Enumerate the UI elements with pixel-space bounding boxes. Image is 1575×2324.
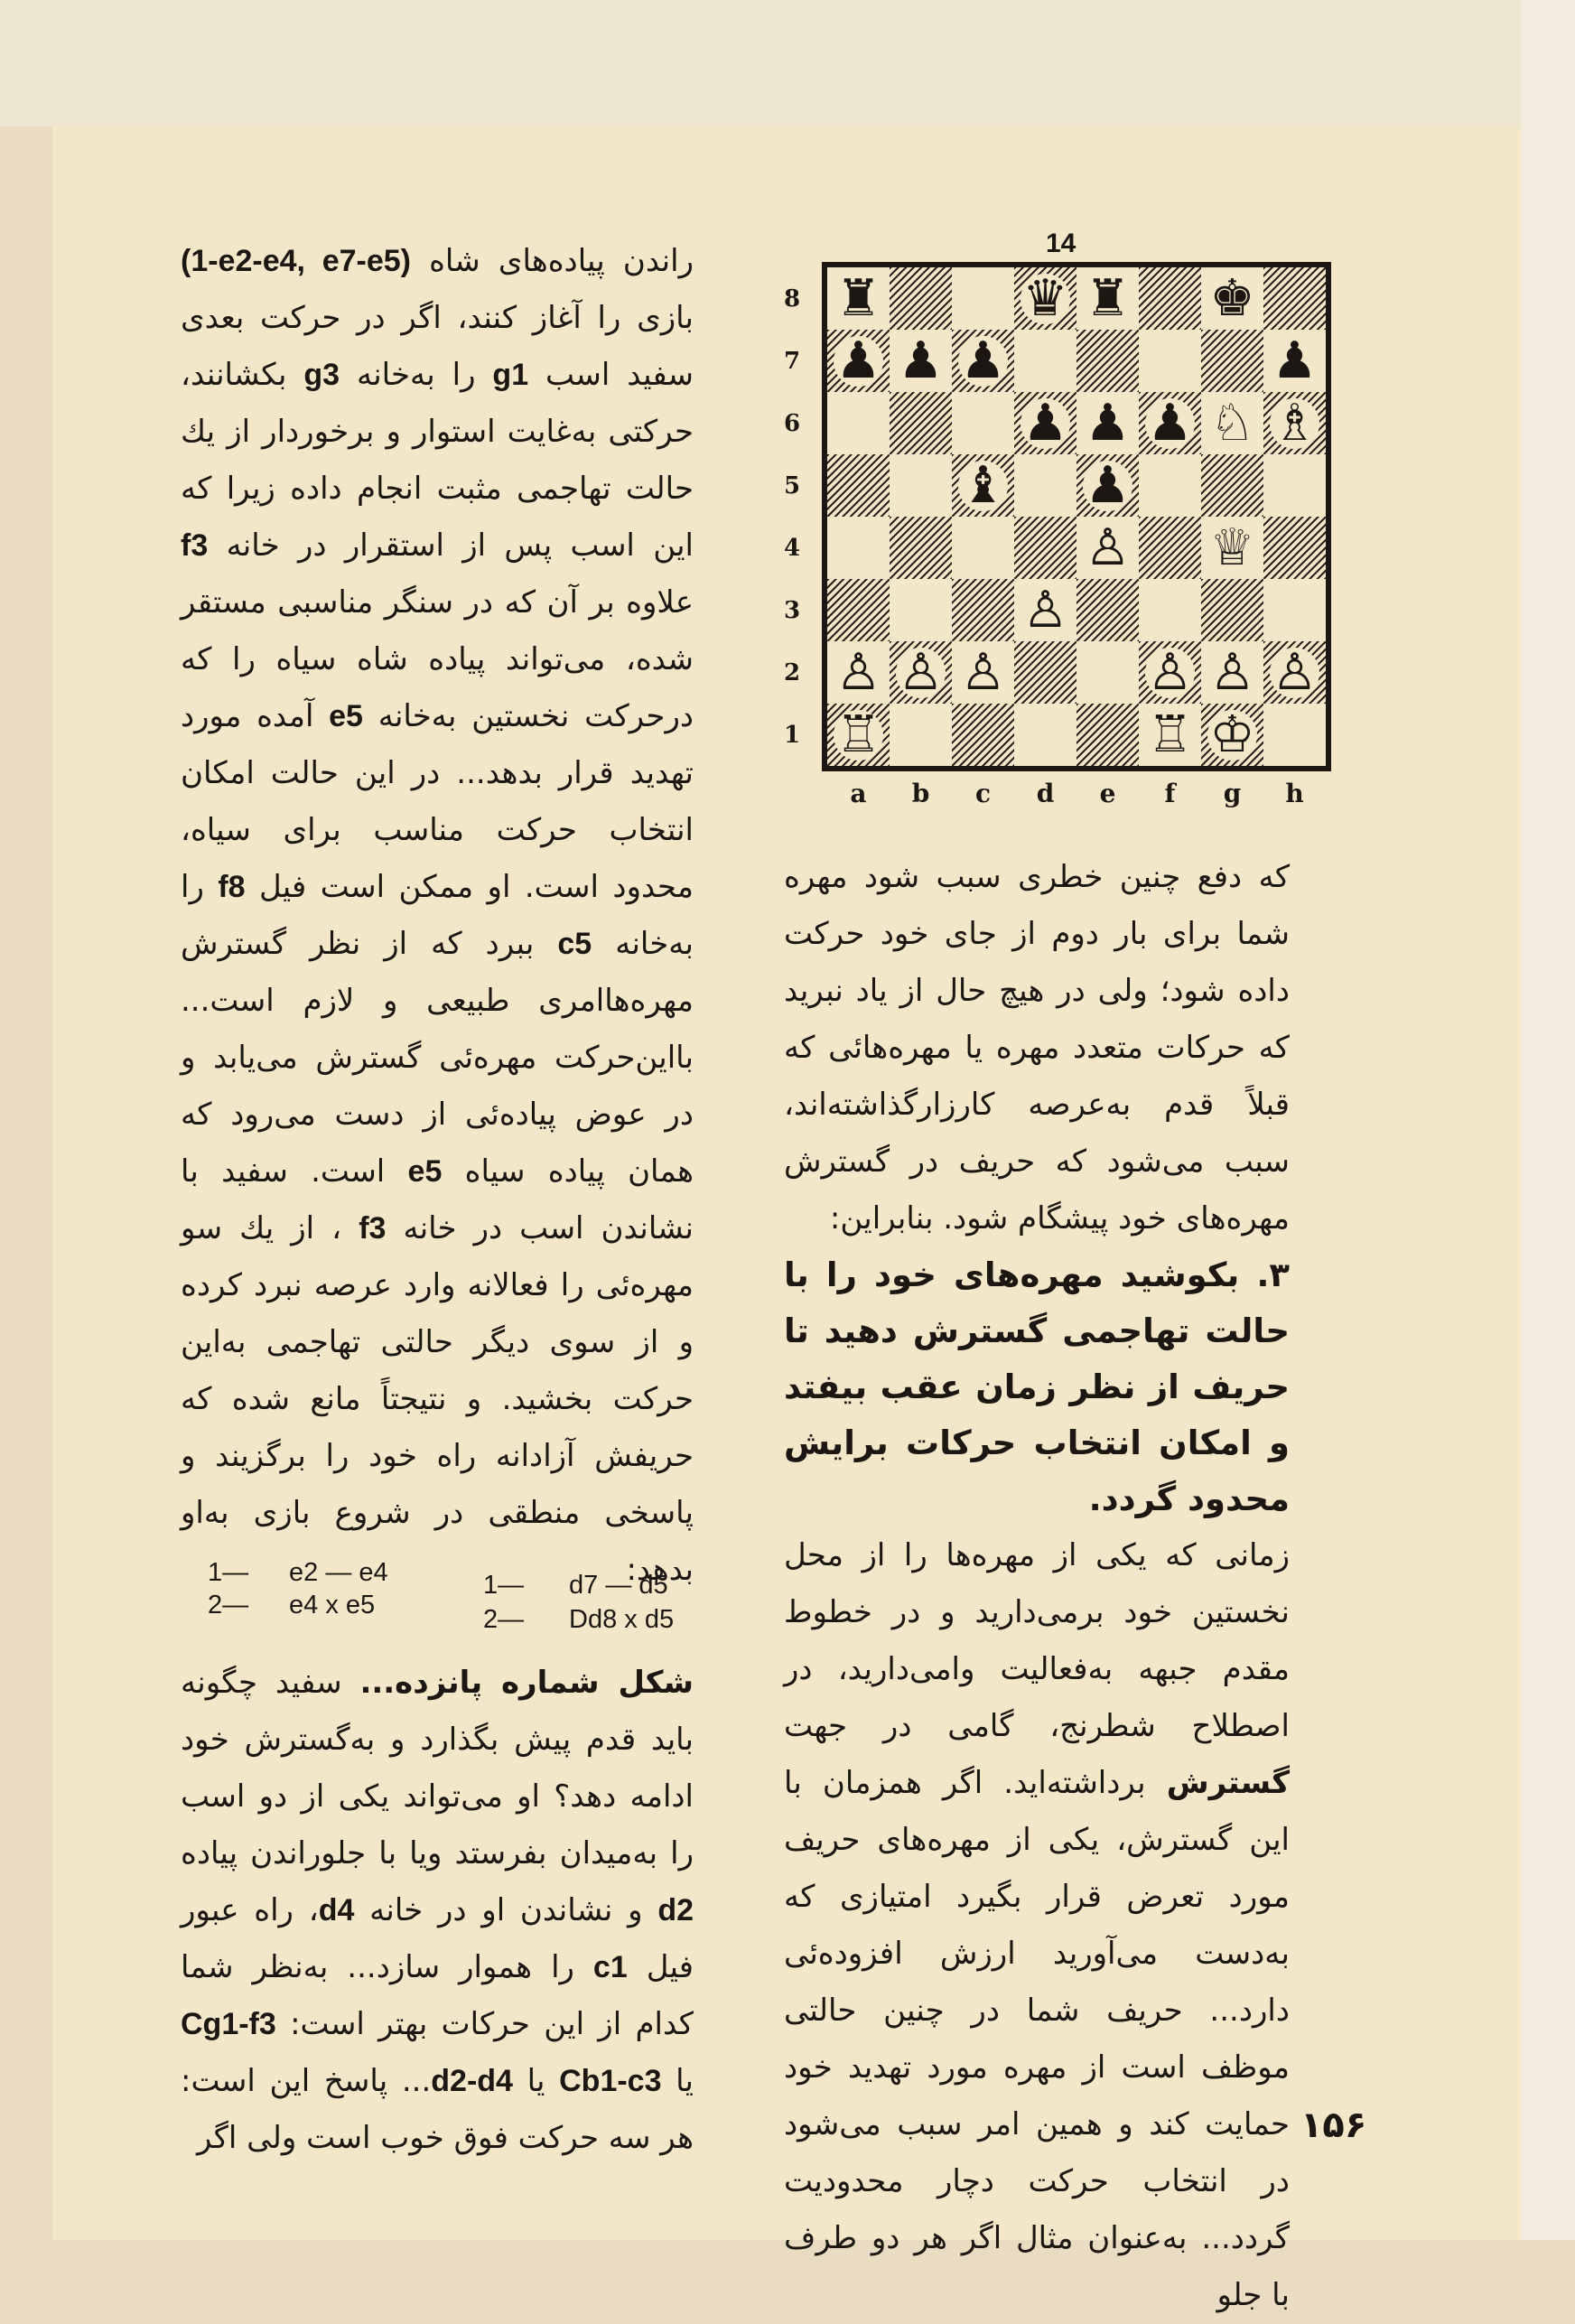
chess-piece: ♟: [1085, 393, 1131, 453]
board-square-e2: [1076, 641, 1139, 704]
board-square-h1: [1263, 704, 1326, 766]
board-square-f4: [1139, 517, 1201, 579]
move-black: Dd8 x d5: [569, 1605, 675, 1634]
board-square-d3: [1014, 579, 1076, 641]
board-square-d6: [1014, 392, 1076, 454]
chess-piece: ♙: [898, 642, 944, 702]
move-black: d7 — d5: [569, 1571, 668, 1600]
diagram-number: 14: [1046, 229, 1076, 258]
right-text-column: [784, 849, 1290, 2324]
board-square-e4: [1076, 517, 1139, 579]
chess-piece: ♜: [835, 268, 881, 328]
board-square-e3: [1076, 579, 1139, 641]
chess-piece: ♟: [960, 331, 1006, 390]
file-label: e: [1099, 779, 1116, 808]
board-square-g6: [1201, 392, 1263, 454]
chess-piece: ♘: [1209, 393, 1255, 453]
board-square-a5: [827, 454, 890, 517]
chess-piece: ♕: [1209, 518, 1255, 577]
rank-label: 4: [783, 535, 801, 562]
file-label: c: [974, 779, 992, 808]
left-text-column: [181, 233, 694, 1599]
board-square-d7: [1014, 330, 1076, 392]
board-square-e6: [1076, 392, 1139, 454]
board-square-b3: [890, 579, 952, 641]
chess-piece: ♔: [1209, 705, 1255, 764]
left-paragraph: راندن پیاده‌های شاه (1-e2-e4, e7-e5) بازی را آغاز کنند، اگر در حرکت بعدی سفید اسب g1 را به‌خانه g3 بکشانند، حرکتی به‌غایت استوار و برخوردار از یك حالت تهاجمی مثبت انجام داده زیرا که این اسب پس از استقرار در خانه f3 علاوه بر آن که در سنگر مناسبی مستقر شده، می‌تواند پیاده شاه سیاه را که درحرکت نخستین به‌خانه e5 آمده مورد تهدید قرار بدهد... در این حالت امکان انتخاب حرکت مناسب برای سیاه، محدود است. او ممکن است فیل f8 را به‌خانه c5 ببرد که از نظر گسترش مهره‌هاامری طبیعی و لازم است... بااین‌حرکت مهره‌ئی گسترش می‌یابد و در عوض پیاده‌ئی از دست می‌رود که همان پیاده سیاه e5 است. سفید با نشاندن اسب در خانه f3 ، از یك سو مهره‌ئی را فعالانه وارد عرصه نبرد کرده و از سوی دیگر حالتی تهاجمی به‌این حرکت بخشید. و نتیجتاً مانع شده که حریفش آزادانه راه خود را برگزیند و پاسخی منطقی در شروع بازی به‌او بدهد:: [181, 243, 694, 1588]
board-square-g5: [1201, 454, 1263, 517]
chess-piece: ♙: [960, 642, 1006, 702]
move-number: 2—: [208, 1591, 249, 1619]
file-label: a: [850, 779, 867, 808]
board-square-f1: [1139, 704, 1201, 766]
board-square-d1: [1014, 704, 1076, 766]
move-number: 1—: [483, 1571, 525, 1600]
board-square-g7: [1201, 330, 1263, 392]
chess-piece: ♛: [1022, 268, 1068, 328]
figure-caption-column: [181, 1655, 694, 2167]
board-square-c5: [952, 454, 1014, 517]
rule-three: ۳. بکوشید مهره‌های خود را با حالت تهاجمی گسترش دهید تا حریف از نظر زمان عقب بیفتد و امکان انتخاب حرکات برایش محدود گردد.: [784, 1255, 1290, 1518]
board-square-c8: [952, 267, 1014, 330]
board-square-b4: [890, 517, 952, 579]
file-label: b: [911, 779, 930, 808]
chess-piece: ♝: [960, 455, 1006, 515]
rank-label: 5: [783, 472, 801, 499]
board-square-c4: [952, 517, 1014, 579]
chess-piece: ♟: [898, 331, 944, 390]
right-paragraph-2: زمانی که یکی از مهره‌ها را از محل نخستین خود برمی‌دارید و در خطوط مقدم جبهه به‌فعالیت وامی‌دارید، در اصطلاح شطرنج، گامی در جهت گسترش برداشته‌اید. اگر همزمان با این گسترش، یکی از مهره‌های حریف مورد تعرض قرار بگیرد امتیازی که به‌دست می‌آورید ارزش افزوده‌ئی دارد... حریف شما در چنین حالتی موظف است از مهره مورد تهدید خود حمایت کند و همین امر سبب می‌شود در انتخاب حرکت دچار محدودیت گردد... به‌عنوان مثال اگر هر دو طرف با جلو: [784, 1537, 1291, 2313]
board-square-b8: [890, 267, 952, 330]
board-square-h3: [1263, 579, 1326, 641]
rank-label: 6: [783, 410, 801, 437]
chess-piece: ♖: [835, 705, 881, 764]
file-label: h: [1285, 779, 1304, 808]
file-label: d: [1036, 779, 1055, 808]
move-white: e4 x e5: [289, 1591, 376, 1619]
chess-piece: ♟: [1022, 393, 1068, 453]
file-label: g: [1223, 779, 1242, 808]
board-square-g2: [1201, 641, 1263, 704]
rank-label: 3: [783, 597, 801, 624]
chess-piece: ♟: [1272, 331, 1318, 390]
file-label: f: [1164, 779, 1176, 808]
chess-piece: ♚: [1209, 268, 1255, 328]
page-number: ۱۵۶: [1300, 2105, 1367, 2146]
chess-piece: ♟: [1085, 455, 1131, 515]
board-square-e5: [1076, 454, 1139, 517]
board-square-c1: [952, 704, 1014, 766]
chess-piece: ♟: [835, 331, 881, 390]
board-square-d5: [1014, 454, 1076, 517]
board-square-f6: [1139, 392, 1201, 454]
chess-piece: ♙: [835, 642, 881, 702]
board-square-e7: [1076, 330, 1139, 392]
chess-piece: ♙: [1209, 642, 1255, 702]
chess-piece: ♗: [1272, 393, 1318, 453]
figure-caption: شکل شماره پانزده... سفید چگونه باید قدم پیش بگذارد و به‌گسترش خود ادامه دهد؟ او می‌تواند یکی از دو اسب را به‌میدان بفرستد ویا با جلوراندن پیاده d2 و نشاندن او در خانه d4، راه عبور فیل c1 را هموار سازد... به‌نظر شما کدام از این حرکات بهتر است: Cg1-f3 یا Cb1-c3 یا d2-d4... پاسخ این است: هر سه حرکت فوق خوب است ولی اگر: [181, 1665, 694, 2156]
chess-piece: ♙: [1272, 642, 1318, 702]
board-square-f7: [1139, 330, 1201, 392]
move-white: e2 — e4: [289, 1558, 388, 1587]
chess-piece: ♖: [1147, 705, 1193, 764]
board-square-a3: [827, 579, 890, 641]
board-square-g1: [1201, 704, 1263, 766]
board-square-a1: [827, 704, 890, 766]
chess-piece: ♟: [1147, 393, 1193, 453]
move-number: 2—: [483, 1605, 525, 1634]
board-square-f5: [1139, 454, 1201, 517]
chess-piece: ♜: [1085, 268, 1131, 328]
board-square-a6: [827, 392, 890, 454]
right-paragraph-1: که دفع چنین خطری سبب شود مهره شما برای بار دوم از جای خود حرکت داده شود؛ ولی در هیچ حال از یاد نبرید که حرکات متعدد مهره یا مهره‌هائی که قبلاً قدم به‌عرصه کارزارگذاشته‌اند، سبب می‌شود که حریف در گسترش مهره‌های خود پیشگام شود. بنابراین:: [784, 859, 1290, 1237]
board-square-b6: [890, 392, 952, 454]
board-square-f2: [1139, 641, 1201, 704]
board-square-g3: [1201, 579, 1263, 641]
board-square-b7: [890, 330, 952, 392]
rank-label: 1: [783, 722, 801, 749]
board-square-g8: [1201, 267, 1263, 330]
board-square-h7: [1263, 330, 1326, 392]
board-square-f8: [1139, 267, 1201, 330]
board-square-h6: [1263, 392, 1326, 454]
chess-piece: ♙: [1085, 518, 1131, 577]
board-square-f3: [1139, 579, 1201, 641]
board-square-g4: [1201, 517, 1263, 579]
board-square-a8: [827, 267, 890, 330]
chess-piece: ♙: [1022, 580, 1068, 639]
board-square-h2: [1263, 641, 1326, 704]
page-top-margin: [0, 0, 1575, 126]
board-square-b1: [890, 704, 952, 766]
chess-board: [822, 262, 1331, 771]
move-notation: [190, 1558, 695, 1639]
board-square-h8: [1263, 267, 1326, 330]
board-square-d8: [1014, 267, 1076, 330]
rank-label: 8: [783, 285, 801, 313]
board-square-c2: [952, 641, 1014, 704]
board-square-a7: [827, 330, 890, 392]
rank-label: 7: [783, 348, 801, 375]
board-square-d4: [1014, 517, 1076, 579]
page-right-edge: [1521, 0, 1575, 2240]
board-square-a2: [827, 641, 890, 704]
board-square-c7: [952, 330, 1014, 392]
move-number: 1—: [208, 1558, 249, 1587]
board-square-d2: [1014, 641, 1076, 704]
board-square-e8: [1076, 267, 1139, 330]
board-square-c3: [952, 579, 1014, 641]
rank-label: 2: [783, 659, 801, 686]
board-square-e1: [1076, 704, 1139, 766]
board-square-b2: [890, 641, 952, 704]
chess-piece: ♙: [1147, 642, 1193, 702]
board-square-h5: [1263, 454, 1326, 517]
board-square-c6: [952, 392, 1014, 454]
board-square-a4: [827, 517, 890, 579]
board-square-b5: [890, 454, 952, 517]
board-square-h4: [1263, 517, 1326, 579]
